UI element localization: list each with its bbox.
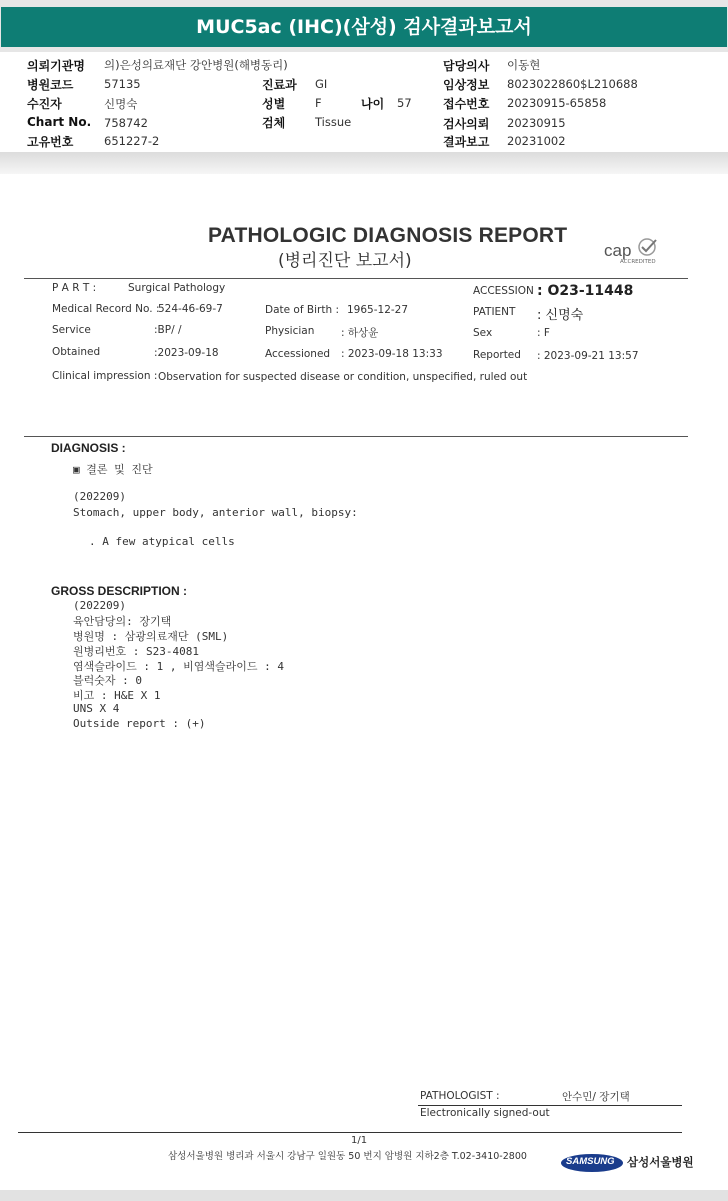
meta-value-clinical-info: 8023022860$L210688 (507, 77, 638, 91)
reported-label: Reported (473, 349, 521, 361)
meta-value-unique-id: 651227-2 (104, 134, 160, 148)
mrn-value: 524-46-69-7 (158, 303, 223, 315)
dob-label: Date of Birth : (265, 304, 339, 316)
meta-label-request-date: 검사의뢰 (443, 117, 490, 131)
gross-line: Outside report : (+) (73, 717, 206, 730)
diagnosis-line: . A few atypical cells (89, 535, 235, 548)
meta-label-age: 나이 (361, 97, 385, 111)
service-label: Service (52, 324, 91, 336)
footer-address: 삼성서울병원 병리과 서울시 강남구 일원동 50 번지 암병원 지하2층 T.02-3410-2800 (168, 1151, 527, 1162)
accessioned-label: Accessioned (265, 348, 331, 360)
meta-value-chart: 758742 (104, 116, 148, 130)
page-title: MUC5ac (IHC)(삼성) 검사결과보고서 (196, 16, 532, 38)
meta-label-clinical-info: 임상정보 (443, 78, 490, 92)
gross-line: UNS X 4 (73, 702, 120, 715)
meta-value-request-date: 20230915 (507, 116, 566, 130)
meta-label-institution: 의뢰기관명 (27, 59, 85, 73)
diagnosis-heading: DIAGNOSIS : (51, 441, 126, 455)
obtained-label: Obtained (52, 346, 101, 358)
report-title-bar (1, 7, 727, 47)
hospital-logo-text: 삼성서울병원 (627, 1155, 694, 1169)
meta-label-chart: Chart No. (27, 115, 92, 129)
clinical-impression-label: Clinical impression : (52, 370, 158, 382)
meta-value-age: 57 (397, 96, 412, 110)
meta-label-receipt-no: 접수번호 (443, 97, 490, 111)
meta-value-institution: 의)은성의료재단 강안병원(해병동리) (104, 58, 288, 72)
meta-label-hospital-code: 병원코드 (27, 78, 74, 92)
diagnosis-line: Stomach, upper body, anterior wall, biopsy: (73, 506, 358, 519)
meta-value-report-date: 20231002 (507, 134, 566, 148)
pathologist-value: 안수민/ 장기택 (562, 1091, 630, 1103)
signed-out-text: Electronically signed-out (420, 1107, 550, 1119)
report-top-rule (24, 278, 688, 279)
cap-logo-text: cap (604, 241, 632, 260)
page-number: 1/1 (351, 1135, 368, 1146)
samsung-logo-text: SAMSUNG (566, 1156, 615, 1167)
signature-rule (418, 1105, 682, 1106)
gross-line: 비고 : H&E X 1 (73, 689, 161, 702)
meta-value-receipt-no: 20230915-65858 (507, 96, 607, 110)
sex-label: Sex (473, 327, 493, 339)
clinical-impression-value: Observation for suspected disease or condition, unspecified, ruled out (158, 371, 528, 383)
footer-rule (18, 1132, 682, 1133)
meta-value-sex: F (315, 96, 322, 110)
accession-label: ACCESSION (473, 285, 534, 297)
gross-line: 육안담당의: 장기택 (73, 615, 172, 628)
accessioned-value: : 2023-09-18 13:33 (341, 348, 443, 360)
meta-label-patient: 수진자 (27, 97, 62, 111)
obtained-value: :2023-09-18 (154, 347, 219, 359)
meta-label-doctor: 담당의사 (443, 59, 490, 73)
gross-description-heading: GROSS DESCRIPTION : (51, 584, 188, 598)
meta-value-specimen: Tissue (315, 115, 352, 129)
meta-value-hospital-code: 57135 (104, 77, 141, 91)
footer-band (0, 1190, 728, 1201)
gross-line: (202209) (73, 599, 126, 612)
dob-value: 1965-12-27 (347, 304, 409, 316)
gross-line: 블럭숫자 : 0 (73, 674, 142, 687)
patient-value: : 신명숙 (537, 308, 584, 323)
report-mid-rule (24, 436, 688, 437)
patient-label: PATIENT (473, 306, 516, 318)
service-value: :BP/ / (154, 324, 182, 336)
physician-value: : 하상윤 (341, 327, 379, 339)
meta-value-doctor: 이동현 (507, 58, 541, 72)
meta-label-unique-id: 고유번호 (27, 135, 74, 149)
meta-label-sex: 성별 (262, 97, 286, 111)
part-label: P A R T : (52, 282, 97, 294)
gross-line: 염색슬라이드 : 1 , 비염색슬라이드 : 4 (73, 660, 284, 673)
meta-label-report-date: 결과보고 (443, 135, 490, 149)
meta-label-specimen: 검체 (262, 116, 286, 130)
sex-value: : F (537, 327, 550, 339)
reported-value: : 2023-09-21 13:57 (537, 350, 639, 362)
meta-label-department: 진료과 (262, 78, 297, 92)
accession-value: : O23-11448 (537, 283, 634, 299)
diagnosis-subheading: ▣ 결론 및 진단 (73, 463, 153, 476)
meta-value-department: GI (315, 77, 328, 91)
report-subtitle: (병리진단 보고서) (278, 251, 412, 271)
mrn-label: Medical Record No. : (52, 303, 160, 315)
report-title: PATHOLOGIC DIAGNOSIS REPORT (208, 224, 568, 247)
physician-label: Physician (265, 325, 315, 337)
cap-logo-subtext: ACCREDITED (620, 259, 656, 265)
meta-value-patient: 신명숙 (104, 97, 138, 111)
pathologist-label: PATHOLOGIST : (420, 1090, 500, 1102)
part-value: Surgical Pathology (128, 282, 226, 294)
cap-accredited-logo (600, 237, 664, 267)
diagnosis-line: (202209) (73, 490, 126, 503)
section-separator (0, 152, 728, 174)
gross-line: 병원명 : 삼광의료재단 (SML) (73, 630, 229, 643)
gross-line: 원병리번호 : S23-4081 (73, 645, 199, 658)
